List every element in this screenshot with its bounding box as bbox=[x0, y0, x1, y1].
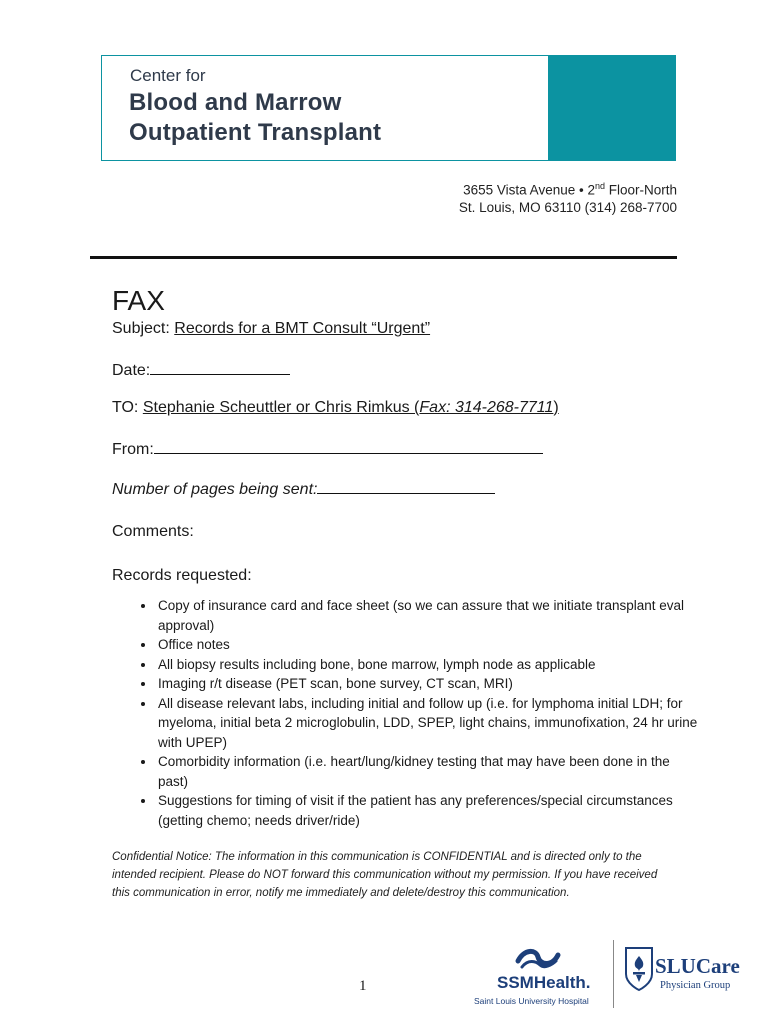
list-item: • Copy of insurance card and face sheet (so we can assure that we initiate transplant eval approval) bbox=[156, 596, 701, 635]
records-label: Records requested: bbox=[112, 567, 252, 584]
date-field bbox=[112, 360, 290, 380]
page-number: 1 bbox=[359, 978, 367, 994]
subject-label: Subject: bbox=[112, 320, 175, 337]
page-title: FAX bbox=[112, 285, 165, 316]
comments-label: Comments: bbox=[112, 523, 194, 540]
banner-line-3: Outpatient Transplant bbox=[129, 119, 382, 146]
address-city: St. Louis, MO 63110 (314) 268-7700 bbox=[458, 200, 677, 215]
list-item: • Suggestions for timing of visit if the patient has any preferences/special circumstances (getting chemo; needs driver/ride) bbox=[156, 791, 701, 830]
banner-line-2: Blood and Marrow bbox=[129, 89, 342, 116]
header-divider bbox=[90, 256, 677, 259]
from-blank-line[interactable] bbox=[154, 439, 543, 454]
list-item: • Comorbidity information (i.e. heart/lung/kidney testing that may have been done in the past) bbox=[156, 752, 701, 791]
ssm-health-logo bbox=[474, 945, 606, 1009]
list-item: • All biopsy results including bone, bone marrow, lymph node as applicable bbox=[156, 655, 701, 675]
list-item: • Office notes bbox=[156, 635, 701, 655]
ssm-logo-subtitle: Saint Louis University Hospital bbox=[474, 996, 589, 1006]
date-label: Date: bbox=[112, 362, 151, 379]
to-value: Stephanie Scheuttler or Chris Rimkus (Fax: 314-268-7711) bbox=[142, 399, 559, 416]
to-field bbox=[112, 399, 559, 417]
from-label: From: bbox=[112, 441, 154, 458]
header-banner bbox=[101, 55, 676, 161]
from-field bbox=[112, 439, 543, 459]
date-blank-line[interactable] bbox=[150, 360, 290, 375]
pages-field bbox=[112, 479, 495, 499]
banner-line-1: Center for bbox=[130, 66, 206, 85]
shield-icon bbox=[624, 946, 654, 992]
pages-blank-line[interactable] bbox=[317, 479, 495, 494]
logo-divider bbox=[613, 940, 614, 1008]
slucare-logo bbox=[624, 946, 744, 1006]
ssm-logo-name: SSMHealth. bbox=[497, 973, 591, 992]
banner-accent-block bbox=[548, 56, 675, 160]
confidential-notice: Confidential Notice: The information in this communication is CONFIDENTIAL and is directed only to the intended recipient. Please do NOT forward this communication without my permission. If you have received this communication in error, notify me immediately and delete/destroy this communication. bbox=[112, 851, 658, 899]
to-label: TO: bbox=[112, 399, 143, 416]
records-list bbox=[130, 596, 701, 830]
subject-value: Records for a BMT Consult “Urgent” bbox=[174, 320, 431, 337]
list-item: • Imaging r/t disease (PET scan, bone survey, CT scan, MRI) bbox=[156, 674, 701, 694]
list-item: • All disease relevant labs, including initial and follow up (i.e. for lymphoma initial LDH; for myeloma, initial beta 2 microglobulin, LDD, SPEP, light chains, immunofixation, 24 hr urine with UPEP) bbox=[156, 694, 701, 753]
address-street: 3655 Vista Avenue • 2nd Floor-North bbox=[463, 181, 677, 198]
pages-label: Number of pages being sent: bbox=[112, 481, 318, 498]
subject-field bbox=[112, 320, 430, 338]
ssm-swirl-icon bbox=[514, 945, 562, 971]
slucare-logo-name: SLUCare bbox=[655, 954, 740, 978]
slucare-logo-subtitle: Physician Group bbox=[660, 980, 731, 991]
